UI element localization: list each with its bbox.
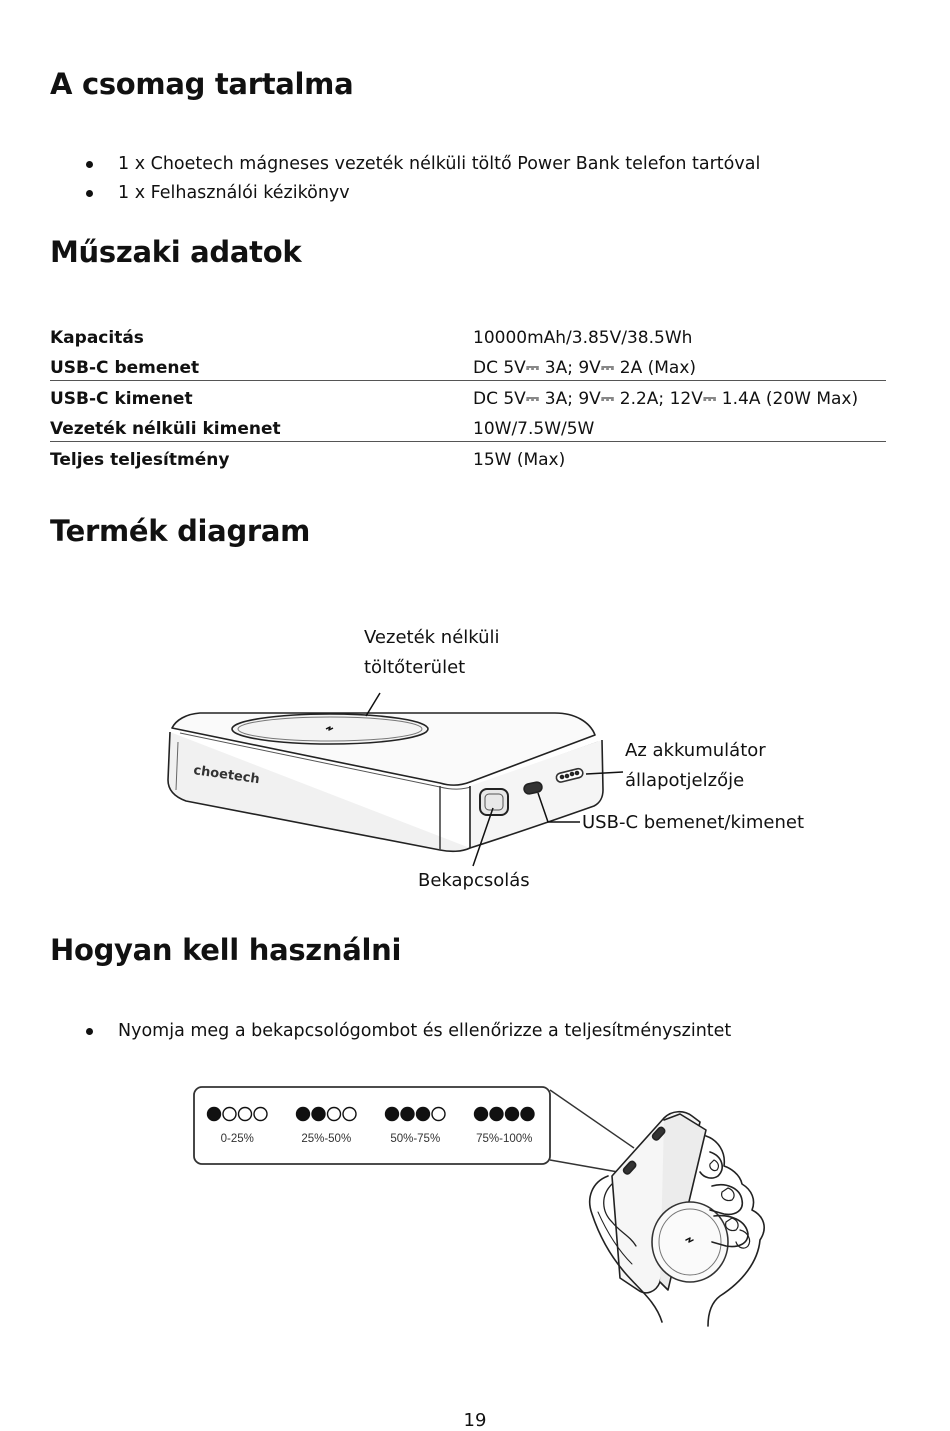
battery-level-label: 0-25% [220, 1133, 254, 1145]
section-title-diagram: Termék diagram [50, 514, 311, 548]
list-item: Nyomja meg a bekapcsológombot és ellenőrizze a teljesítményszintet [82, 1017, 731, 1046]
spec-key: Kapacitás [50, 328, 144, 348]
spec-key: USB-C kimenet [50, 389, 193, 409]
spec-value: DC 5V⎓ 3A; 9V⎓ 2.2A; 12V⎓ 1.4A (20W Max) [473, 389, 859, 409]
list-item: 1 x Felhasználói kézikönyv [82, 179, 760, 208]
spec-key: Vezeték nélküli kimenet [50, 411, 473, 442]
battery-indicator-label: Az akkumulátor állapotjelzője [625, 740, 766, 791]
brand-logo: choetech [192, 763, 261, 788]
list-item: 1 x Choetech mágneses vezeték nélküli töltő Power Bank telefon tartóval [82, 150, 760, 179]
spec-key: Teljes teljesítmény [50, 450, 230, 470]
section-title-usage: Hogyan kell használni [50, 933, 402, 967]
spec-value: 15W (Max) [473, 450, 566, 470]
section-title-specs: Műszaki adatok [50, 235, 302, 269]
spec-value: DC 5V⎓ 3A; 9V⎓ 2A (Max) [473, 350, 886, 381]
usbc-port-label: USB-C bemenet/kimenet [582, 812, 805, 833]
page-number: 19 [463, 1410, 487, 1431]
battery-level-label: 75%-100% [476, 1133, 533, 1145]
spec-value: 10W/7.5W/5W [473, 411, 886, 442]
spec-value: 10000mAh/3.85V/38.5Wh [473, 328, 693, 348]
spec-key: USB-C bemenet [50, 350, 473, 381]
battery-level-label: 25%-50% [301, 1133, 352, 1145]
wireless-area-label: Vezeték nélküli töltőterület [364, 627, 500, 678]
power-button-label: Bekapcsolás [418, 870, 530, 891]
section-title-contents: A csomag tartalma [50, 67, 354, 101]
battery-level-label: 50%-75% [390, 1133, 441, 1145]
